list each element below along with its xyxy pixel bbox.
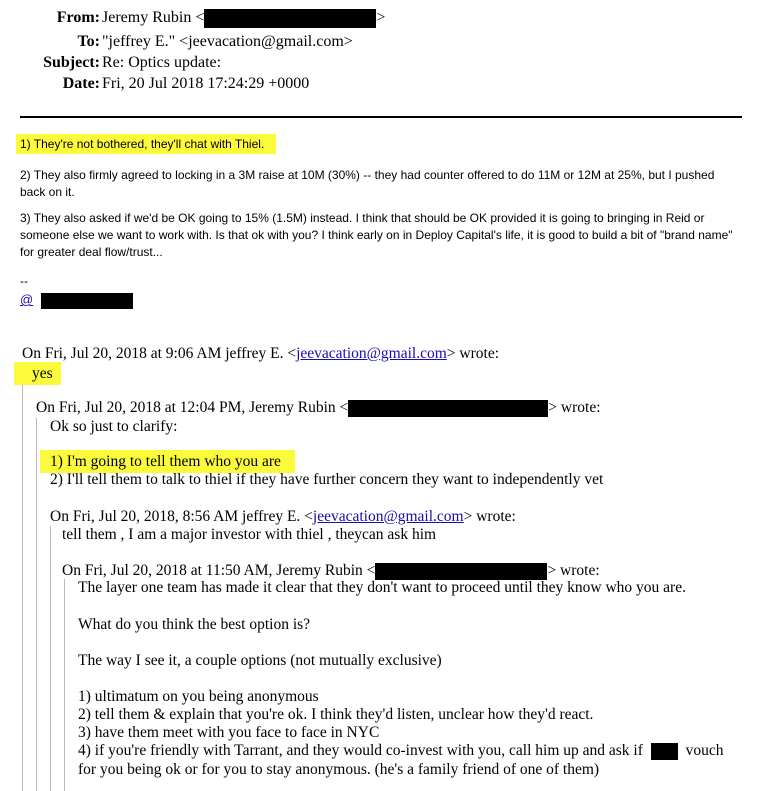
redaction-bar [204,9,376,28]
quote1-intro: On Fri, Jul 20, 2018 at 9:06 AM jeffrey E. <jeevacation@gmail.com> wrote: [22,345,500,362]
from-label: From: [56,9,100,26]
quote4-intro: On Fri, Jul 20, 2018 at 11:50 AM, Jeremy Rubin < > wrote: [62,562,600,579]
to-label: To: [77,33,100,50]
redaction-bar [651,743,678,760]
quote-bar [50,526,51,791]
quote2-line3: 2) I'll tell them to talk to thiel if they have further concern they want to independently vet [50,471,604,488]
body-paragraph-1 [20,136,740,153]
quote2-intro: On Fri, Jul 20, 2018 at 12:04 PM, Jeremy Rubin < > wrote: [36,399,601,416]
redaction-bar [348,400,548,417]
signature-line [20,291,740,309]
quote4-option-4-cont: for you being ok or for you to stay anonymous. (he's a family friend of one of them) [78,761,600,778]
to-value: "jeffrey E." <jeevacation@gmail.com> [102,33,353,50]
quote4-line2: What do you think the best option is? [78,616,311,633]
subject-label: Subject: [43,54,100,71]
quote4-line1: The layer one team has made it clear that they don't want to proceed until they know who you are. [78,579,686,596]
quote4-option-2: 2) tell them & explain that you're ok. I think they'd listen, unclear how they'd react. [78,706,594,723]
body-paragraph-3: 3) They also asked if we'd be OK going to 15% (1.5M) instead. I think that should be OK provided it is going to bringing in Reid or someone else we want to work with. Is that ok with you? I think early on in Deploy Capital's life, it is good to build a bit of "brand name" for greater deal flow/trust... [20,211,733,259]
header-divider [20,116,742,118]
quote3-text: tell them , I am a major investor with thiel , theycan ask him [62,526,437,543]
quote-bar [22,362,23,791]
subject-value: Re: Optics update: [102,54,222,71]
quote-bar [36,418,37,791]
redaction-bar [41,293,133,309]
signature-link[interactable]: @ [20,292,34,307]
quote3-intro: On Fri, Jul 20, 2018, 8:56 AM jeffrey E. <jeevacation@gmail.com> wrote: [50,508,516,525]
from-end: > [376,9,386,26]
body-paragraph-2: 2) They also firmly agreed to locking in a 3M raise at 10M (30%) -- they had counter offered to do 11M or 12M at 25%, but I pushed back on it. [20,168,715,199]
from-value: Jeremy Rubin < [102,9,205,26]
quote2-line1: Ok so just to clarify: [50,418,178,435]
quote4-option-4: 4) if you're friendly with Tarrant, and they would co-invest with you, call him up and ask if vouch [78,742,724,759]
email-link[interactable]: jeevacation@gmail.com [296,345,447,362]
signature-dash: -- [20,274,28,288]
quote4-option-1: 1) ultimatum on you being anonymous [78,688,319,705]
highlighted-text: yes [14,362,61,385]
quote4-option-3: 3) have them meet with you face to face in NYC [78,724,380,741]
quote-bar [64,579,65,791]
highlighted-text: 1) They're not bothered, they'll chat with Thiel. [16,134,276,154]
quote4-line3: The way I see it, a couple options (not mutually exclusive) [78,652,442,669]
date-label: Date: [62,75,100,92]
highlighted-text: 1) I'm going to tell them who you are [40,450,295,473]
date-value: Fri, 20 Jul 2018 17:24:29 +0000 [102,75,310,92]
quote1-text [14,362,61,385]
email-link[interactable]: jeevacation@gmail.com [312,508,464,525]
